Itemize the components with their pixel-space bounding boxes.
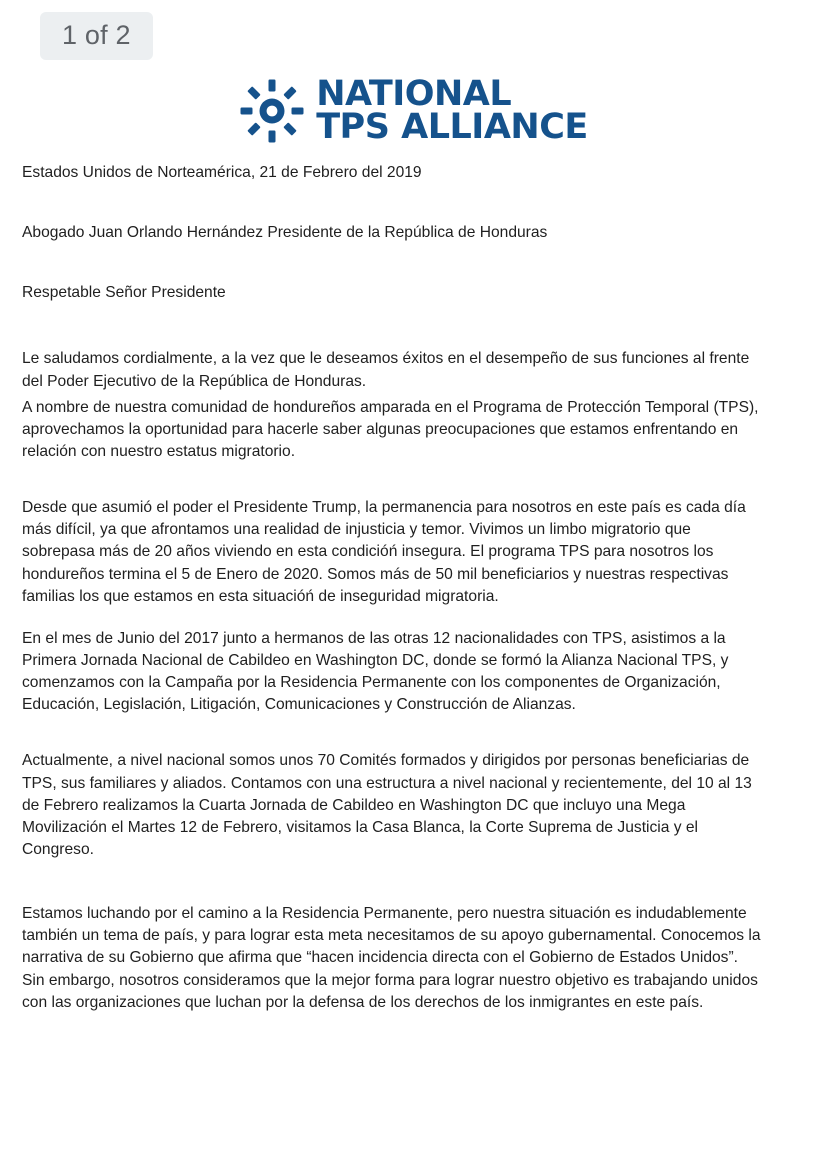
gear-sun-icon bbox=[240, 79, 304, 143]
letter-paragraph: Actualmente, a nivel nacional somos unos 70 Comités formados y dirigidos por personas beneficiarias de TPS, sus familiares y aliados. Contamos con una estructura a nivel nacional y recientemente, del 10 al 13 de Febrero realizamos la Cuarta Jornada de Cabildeo en Washington DC que incluyo una Mega Movilización el Martes 12 de Febrero, visitamos la Casa Blanca, la Corte Suprema de Justicia y el Congreso. bbox=[22, 752, 752, 858]
letter-paragraph: Estamos luchando por el camino a la Residencia Permanente, pero nuestra situación es indudablemente también un tema de país, y para lograr esta meta necesitamos de su apoyo gubernamental. Conocemos la narrativa de su Gobierno que afirma que “hacen incidencia directa con el Gobierno de Estados Unidos”. Sin embargo, nosotros consideramos que la mejor forma para lograr nuestro objetivo es trabajando unidos con las organizaciones que luchan por la defensa de los derechos de los inmigrantes en este país. bbox=[22, 905, 761, 1011]
letter-place-date: Estados Unidos de Norteamérica, 21 de Febrero del 2019 bbox=[22, 164, 422, 181]
letter-salutation: Respetable Señor Presidente bbox=[22, 284, 226, 302]
letter-body bbox=[22, 162, 764, 1014]
organization-name bbox=[316, 74, 588, 147]
organization-name-line2: TPS ALLIANCE bbox=[316, 106, 588, 147]
letter-paragraph: A nombre de nuestra comunidad de hondureños amparada en el Programa de Protección Temporal (TPS), aprovechamos la oportunidad para hacerle saber algunas preocupaciones que estamos enfrentando en relación con nuestro estatus migratorio. bbox=[22, 398, 759, 460]
letter-addressee: Abogado Juan Orlando Hernández Presidente de la República de Honduras bbox=[22, 224, 548, 242]
organization-logo bbox=[240, 74, 588, 147]
organization-name-line1: NATIONAL bbox=[316, 74, 512, 114]
page-indicator-badge: 1 of 2 bbox=[40, 12, 153, 60]
letter-paragraph: En el mes de Junio del 2017 junto a hermanos de las otras 12 nacionalidades con TPS, asistimos a la Primera Jornada Nacional de Cabildeo en Washington DC, donde se formó la Alianza Nacional TPS, y comenzamos con la Campaña por la Residencia Permanente con los componentes de Organización, Educación, Legislación, Litigación, Comunicaciones y Construcción de Alianzas. bbox=[22, 629, 729, 714]
letterhead bbox=[0, 74, 828, 147]
letter-paragraph: Le saludamos cordialmente, a la vez que le deseamos éxitos en el desempeño de sus funciones al frente del Poder Ejecutivo de la República de Honduras. bbox=[22, 350, 750, 390]
letter-paragraph: Desde que asumió el poder el Presidente Trump, la permanencia para nosotros en este país es cada día más difícil, ya que afrontamos una realidad de injusticia y temor. Vivimos un limbo migratorio que sobrepasa más de 20 años viviendo en esta condicióń insegura. El programa TPS para nosotros los hondureños termina el 5 de Enero de 2020. Somos más de 50 mil beneficiarios y nuestras respectivas familias los que estamos en esta situacióń de inseguridad migratoria. bbox=[22, 499, 746, 605]
